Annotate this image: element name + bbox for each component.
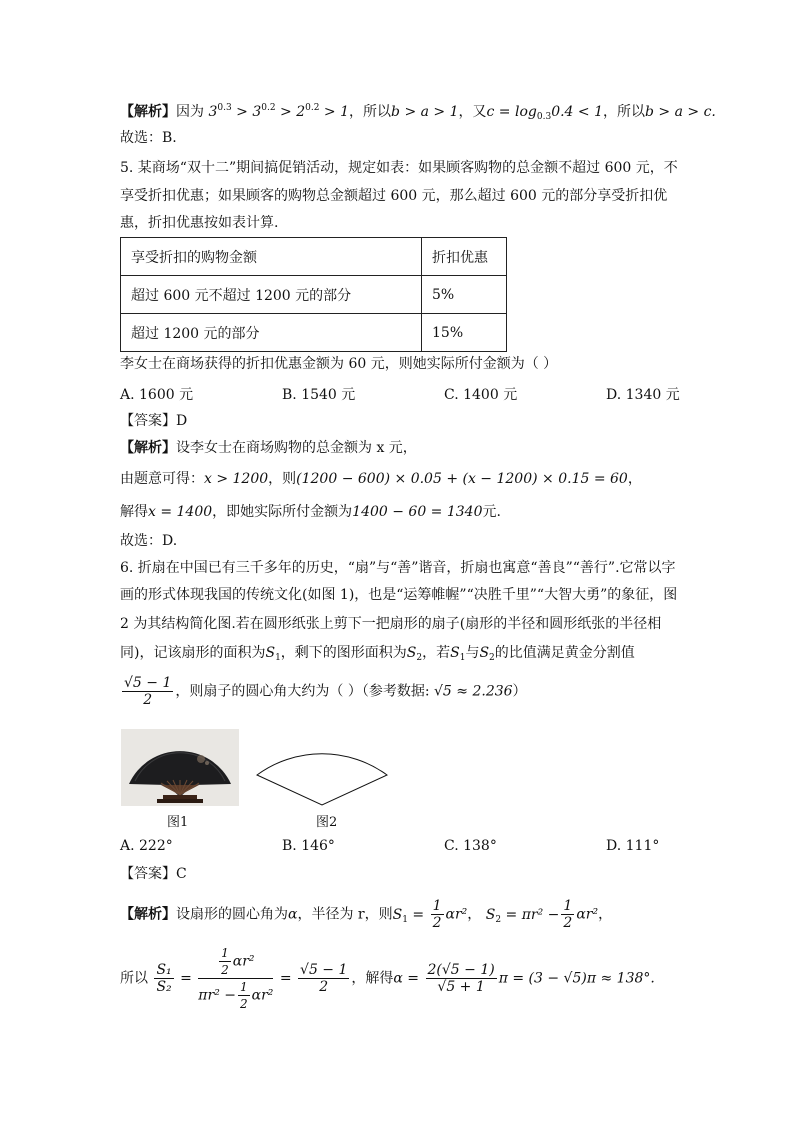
q6-option-d: D. 111° [606,838,660,854]
q5-solution-line-3: 解得x = 1400，即她实际所付金额为1400 − 60 = 1340元. [120,504,501,520]
q5-option-b: B. 1540 元 [282,387,356,403]
q6-stem-line-5: $\frac{√5 - 1}{2}$ ，则扇子的圆心角大约为（ ）（参考数据: √5 ≈ 2.236） [124,675,527,708]
figure-2-caption: 图2 [316,815,338,830]
prev-solution-line: 【解析】因为 $3^{0.3} > 3^{0.2} > 2^{0.2} > 1$，所以b > a > 1，又$c = \log_{0.3}0.4 < 1$，所以b > a > c. [120,103,716,122]
q6-option-a: A. 222° [120,838,173,854]
q5-choice: 故选：D. [120,533,178,549]
prev-answer: 故选：B. [120,130,177,146]
table-cell: 超过 1200 元的部分 [121,314,422,352]
discount-table [120,237,507,352]
folding-fan-photo [121,729,239,806]
q6-stem-line-3: 2 为其结构简化图.若在圆形纸张上剪下一把扇形的扇子(扇形的半径和圆形纸张的半径相 [120,616,662,632]
q5-option-a: A. 1600 元 [120,387,194,403]
figure-1-caption: 图1 [167,815,189,830]
ratio-fraction: $\frac{1}{2}$ αr² πr² − $\frac{1}{2}$ αr² [198,946,274,1011]
q5-solution-line-2: 由题意可得：x > 1200，则(1200 − 600) × 0.05 + (x − 1200) × 0.15 = 60， [120,471,642,487]
table-row [121,238,507,276]
q5-stem-line-3: 惠，折扣优惠按如表计算. [120,215,279,231]
table-header-discount: 折扣优惠 [422,238,507,276]
q5-answer: 【答案】D [120,413,188,429]
q6-stem-line-2: 画的形式体现我国的传统文化(如图 1)，也是“运筹帷幄”“决胜千里”“大智大勇”的象征，图 [120,587,678,603]
table-row [121,276,507,314]
table-header-amount: 享受折扣的购物金额 [121,238,422,276]
q6-option-b: B. 146° [282,838,335,854]
q6-stem-line-4: 同)，记该扇形的面积为$S_1$，剩下的图形面积为$S_2$，若$S_1$与$S_2$的比值满足黄金分割值 [120,645,635,663]
table-row [121,314,507,352]
q5-stem-line-1: 5. 某商场“双十二”期间搞促销活动，规定如表：如果顾客购物的总金额不超过 600 元，不 [120,160,678,176]
table-cell: 15% [422,314,507,352]
q6-stem-line-1: 6. 折扇在中国已有三千多年的历史，“扇”与“善”谐音，折扇也寓意“善良”“善行”.它常以字 [120,560,676,576]
q6-solution-line-2: 所以 $\frac{\text{S₁}}{\text{S₂}}$ = $\frac{1}{2}$ αr² πr² − $\frac{1}{2}$ αr² = $\frac{√5 - 1}{2}$ ，解得α = $\frac{2(√5 - 1)}{√5 + 1}$ π = (3 − √5)π ≈ 138°. [120,946,655,1011]
table-cell: 5% [422,276,507,314]
q6-answer: 【答案】C [120,866,187,882]
q5-option-d: D. 1340 元 [606,387,680,403]
table-cell: 超过 600 元不超过 1200 元的部分 [121,276,422,314]
solution-label: 【解析】 [120,104,176,120]
q5-solution-line-1: 【解析】设李女士在商场购物的总金额为 x 元， [120,440,417,456]
q6-solution-line-1: 【解析】设扇形的圆心角为α，半径为 r，则$S_1$ = $\frac{1}{2}$ αr²， $S_2 = \pi r^2$ − $\frac{1}{2}$ αr²， [120,898,613,931]
q5-question: 李女士在商场获得的折扣优惠金额为 60 元，则她实际所付金额为（ ） [120,356,558,372]
golden-ratio-fraction: $\frac{√5 - 1}{2}$ [124,675,172,708]
q6-option-c: C. 138° [444,838,497,854]
q5-stem-line-2: 享受折扣优惠；如果顾客的购物总金额超过 600 元，那么超过 600 元的部分享受折扣优 [120,188,668,204]
sector-diagram [255,729,390,806]
q5-option-c: C. 1400 元 [444,387,518,403]
